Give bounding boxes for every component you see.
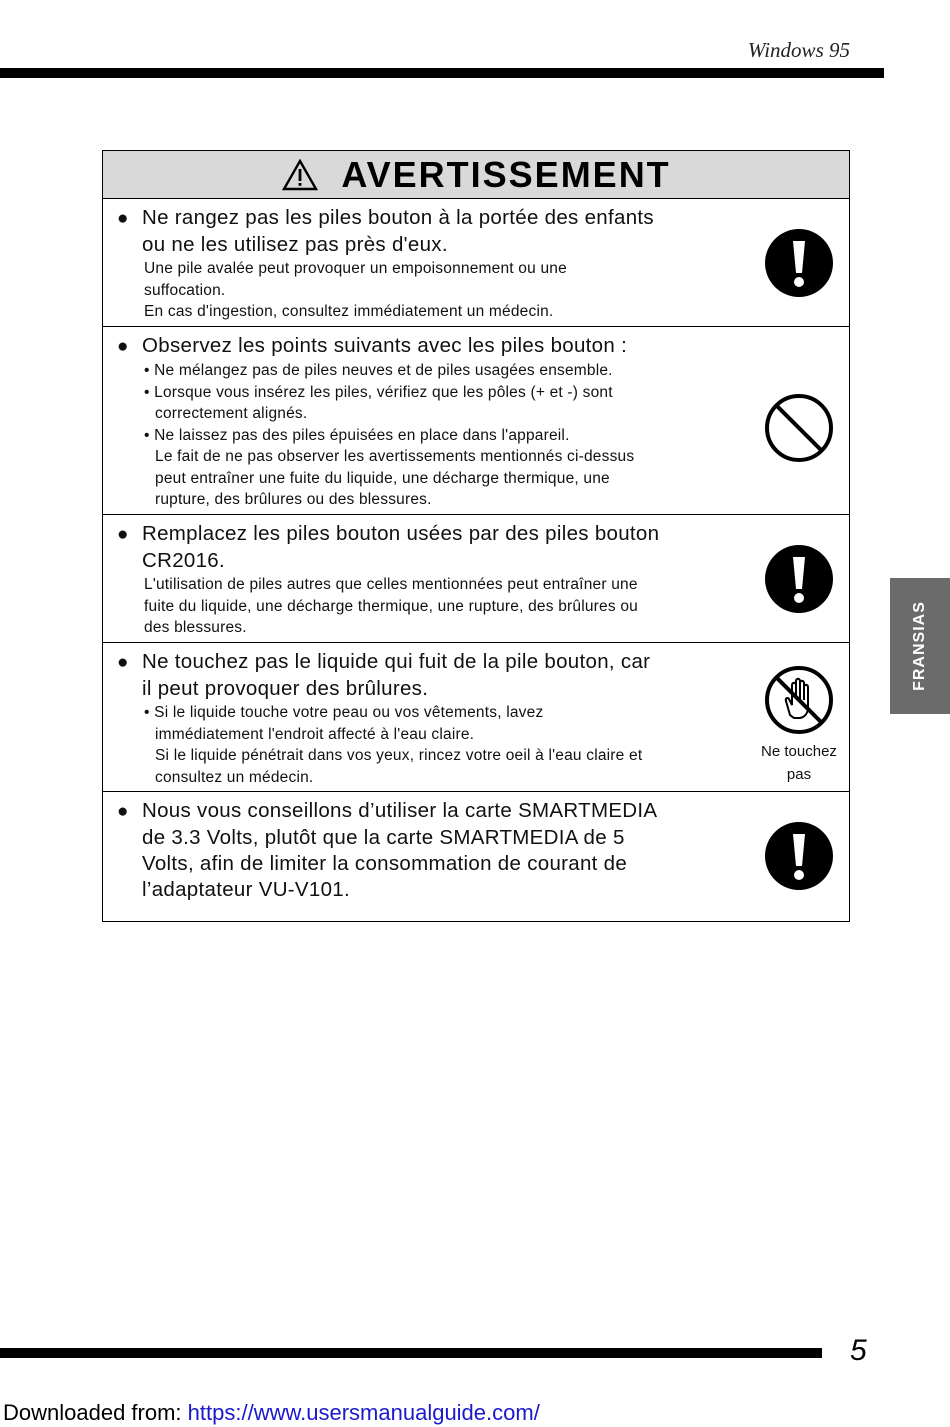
footer-link[interactable]: https://www.usersmanualguide.com/ <box>187 1400 540 1425</box>
item-bullet-list: • Ne mélangez pas de piles neuves et de piles usagées ensemble. • Lorsque vous insérez les piles, vérifiez que les pôles (+ et -) sont correctement alignés. • Ne laissez pas des piles épuisées en place dans l'appareil. Le fait de ne pas observer les avertissements mentionnés ci-dessus peut entraîner une fuite du liquide, une décharge thermique, une rupture, des brûlures ou des blessures. <box>117 360 732 511</box>
warning-header <box>103 151 849 199</box>
warning-item-3 <box>103 515 849 643</box>
page-number: 5 <box>850 1334 867 1367</box>
side-tab-label: FRANSIAS <box>911 601 928 691</box>
warning-item-2 <box>103 327 849 515</box>
warning-triangle-icon <box>281 158 319 192</box>
list-item: • Si le liquide touche votre peau ou vos vêtements, lavez <box>144 704 544 721</box>
language-side-tab <box>890 578 950 714</box>
item-main-text: ● Ne rangez pas les piles bouton à la portée des enfants ou ne les utilisez pas près d'eux. <box>117 206 654 256</box>
prohibited-icon <box>764 393 834 463</box>
top-rule <box>0 68 884 78</box>
list-item: • Ne laissez pas des piles épuisées en place dans l'appareil. <box>144 426 570 444</box>
item-main-text: ● Ne touchez pas le liquide qui fuit de la pile bouton, car il peut provoquer des brûlures. <box>117 650 651 700</box>
warning-item-4 <box>103 643 849 792</box>
bullet-glyph: ● <box>117 524 129 545</box>
list-item: • Ne mélangez pas de piles neuves et de piles usagées ensemble. <box>144 362 613 379</box>
footer <box>3 1400 540 1426</box>
footer-prefix: Downloaded from: <box>3 1400 188 1425</box>
item-main-text: ● Remplacez les piles bouton usées par des piles bouton CR2016. <box>117 522 660 572</box>
warning-box <box>102 150 850 922</box>
no-touch-hand-icon <box>764 665 834 735</box>
bullet-glyph: ● <box>117 208 129 229</box>
warning-title: AVERTISSEMENT <box>341 153 671 195</box>
running-header: Windows 95 <box>747 38 850 62</box>
item-detail-text: L'utilisation de piles autres que celles mentionnées peut entraîner une fuite du liquide, une décharge thermique, une rupture, des brûlures ou des blessures. <box>144 576 638 636</box>
item-bullet-list: • Si le liquide touche votre peau ou vos vêtements, lavez immédiatement l'endroit affecté à l'eau claire. Si le liquide pénétrait dans vos yeux, rincez votre oeil à l'eau claire et consultez un médecin. <box>117 702 732 788</box>
item-detail-text: Une pile avalée peut provoquer un empoisonnement ou une suffocation. En cas d'ingestion, consultez immédiatement un médecin. <box>144 260 567 320</box>
bullet-glyph: ● <box>117 336 129 357</box>
bullet-glyph: ● <box>117 801 129 822</box>
exclamation-mandatory-icon <box>764 821 834 891</box>
exclamation-mandatory-icon <box>764 544 834 614</box>
bullet-glyph: ● <box>117 652 129 673</box>
warning-item-1 <box>103 199 849 327</box>
item-main-text: ● Nous vous conseillons d’utiliser la carte SMARTMEDIA de 3.3 Volts, plutôt que la carte SMARTMEDIA de 5 Volts, afin de limiter la consommation de courant de l’adaptateur VU-V101. <box>117 799 658 901</box>
exclamation-mandatory-icon <box>764 228 834 298</box>
warning-item-5 <box>103 792 849 921</box>
icon-caption: Ne touchez pas <box>761 743 837 783</box>
list-item: • Lorsque vous insérez les piles, vérifiez que les pôles (+ et -) sont <box>144 383 613 401</box>
bottom-rule <box>0 1348 822 1358</box>
item-main-text: ● Observez les points suivants avec les piles bouton : <box>117 333 732 360</box>
